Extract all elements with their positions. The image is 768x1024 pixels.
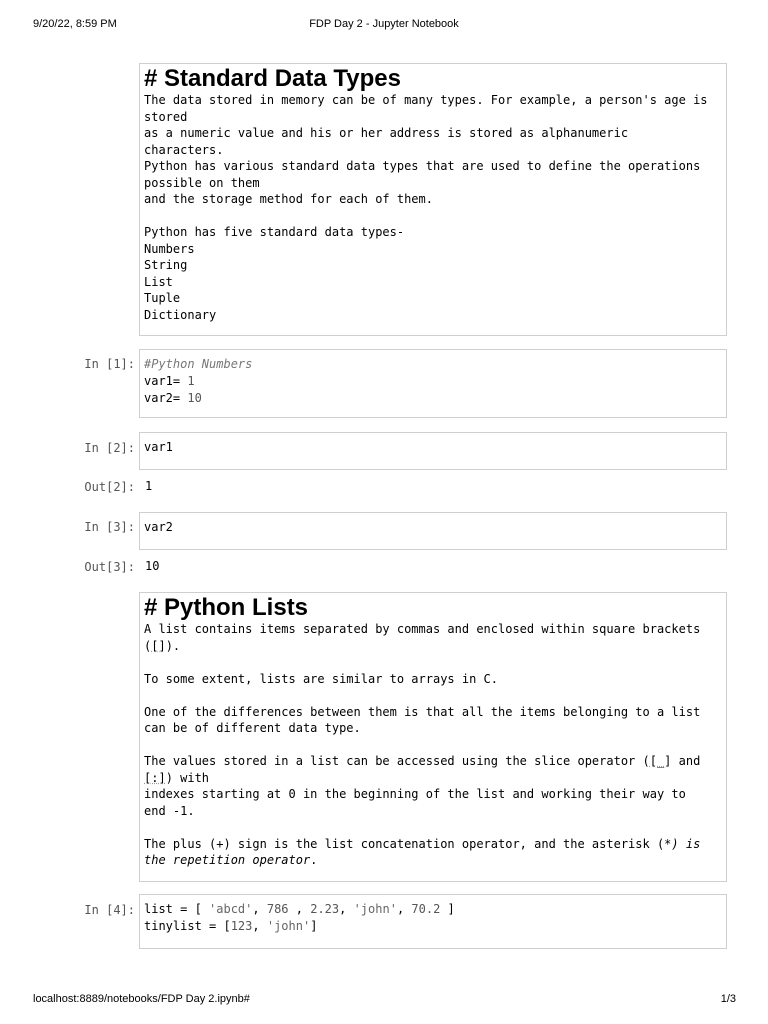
code-token: , xyxy=(396,902,412,916)
output-value: 10 xyxy=(145,559,160,573)
code-cell-2[interactable] xyxy=(139,432,727,470)
text-line: indexes starting at 0 in the beginning of the list and working their way to xyxy=(144,787,686,801)
code-cell-1[interactable] xyxy=(139,349,727,418)
text-span: . xyxy=(310,853,318,867)
code-string: 'abcd' xyxy=(209,902,253,916)
text-line: Python has various standard data types that are used to define the operations xyxy=(144,159,701,173)
text-line: To some extent, lists are similar to arrays in C. xyxy=(144,671,499,686)
text-line xyxy=(144,208,722,225)
inline-code: [] xyxy=(151,638,166,653)
markdown-cell-standard-data-types[interactable] xyxy=(139,63,727,336)
code-cell-3[interactable] xyxy=(139,512,727,550)
input-prompt: In [4]: xyxy=(84,903,135,917)
code-token: , xyxy=(339,902,354,916)
page-number: 1/3 xyxy=(720,993,736,1005)
inline-code: [_] xyxy=(649,754,672,768)
text-line: The data stored in memory can be of many types. For example, a person's age is xyxy=(144,93,708,107)
code-token: var2 xyxy=(144,520,173,534)
code-token: list = [ xyxy=(144,902,210,916)
print-datetime: 9/20/22, 8:59 PM xyxy=(33,18,117,30)
code-number: 1 xyxy=(187,374,195,388)
text-line: end -1. xyxy=(144,803,195,818)
input-prompt: In [3]: xyxy=(84,520,135,534)
text-span: ). xyxy=(165,638,181,653)
code-token: var1 xyxy=(144,440,173,454)
text-span: ) with xyxy=(165,770,210,785)
code-token: , xyxy=(252,902,267,916)
text-line: List xyxy=(144,274,173,289)
input-prompt: In [1]: xyxy=(84,357,135,371)
code-string: 'john' xyxy=(266,919,311,933)
italic-text: *) is xyxy=(664,836,701,851)
text-line: Dictionary xyxy=(144,307,217,322)
italic-text: the repetition operator xyxy=(144,853,311,867)
code-token: ] xyxy=(440,902,455,916)
inline-code: [:] xyxy=(144,770,166,785)
code-number: 123 xyxy=(230,919,253,933)
output-prompt: Out[3]: xyxy=(84,560,135,574)
code-number: 70.2 xyxy=(411,902,441,916)
input-prompt: In [2]: xyxy=(84,441,135,455)
code-token: var1= xyxy=(144,374,188,388)
markdown-heading: # Standard Data Types xyxy=(144,65,401,92)
markdown-body xyxy=(144,621,722,869)
text-line: stored xyxy=(144,109,188,124)
text-span: The values stored in a list can be accessed using the slice operator ( xyxy=(144,754,650,768)
code-cell-4[interactable] xyxy=(139,894,727,949)
code-number: 2.23 xyxy=(310,902,340,916)
output-value: 1 xyxy=(145,479,153,493)
text-line: characters. xyxy=(144,142,224,157)
output-prompt: Out[2]: xyxy=(84,480,135,494)
text-span: and xyxy=(671,754,701,768)
text-span: The plus (+) sign is the list concatenation operator, and the asterisk ( xyxy=(144,836,665,851)
code-token: , xyxy=(288,902,311,916)
print-url: localhost:8889/notebooks/FDP Day 2.ipynb# xyxy=(33,993,250,1005)
text-line: One of the differences between them is that all the items belonging to a list xyxy=(144,704,701,719)
text-line: as a numeric value and his or her address is stored as alphanumeric xyxy=(144,126,629,140)
code-string: 'john' xyxy=(353,902,397,916)
markdown-cell-python-lists[interactable] xyxy=(139,592,727,882)
text-line: Tuple xyxy=(144,291,181,305)
code-number: 10 xyxy=(187,391,202,405)
code-comment: #Python Numbers xyxy=(144,357,253,371)
markdown-heading: # Python Lists xyxy=(144,594,309,621)
code-token: var2= xyxy=(144,391,188,405)
print-title: FDP Day 2 - Jupyter Notebook xyxy=(309,18,459,30)
text-line: Numbers xyxy=(144,241,195,256)
text-line: can be of different data type. xyxy=(144,721,361,735)
code-number: 786 xyxy=(266,902,289,916)
code-token: , xyxy=(252,919,267,933)
text-line: String xyxy=(144,258,188,272)
code-token: ] xyxy=(310,919,318,933)
text-line: and the storage method for each of them. xyxy=(144,192,433,206)
text-line: possible on them xyxy=(144,175,260,190)
text-line: A list contains items separated by commas and enclosed within square brackets xyxy=(144,622,701,636)
text-line: Python has five standard data types- xyxy=(144,225,405,239)
code-token: tinylist = [ xyxy=(144,919,231,933)
text-span: ( xyxy=(144,638,152,653)
markdown-body xyxy=(144,92,722,323)
